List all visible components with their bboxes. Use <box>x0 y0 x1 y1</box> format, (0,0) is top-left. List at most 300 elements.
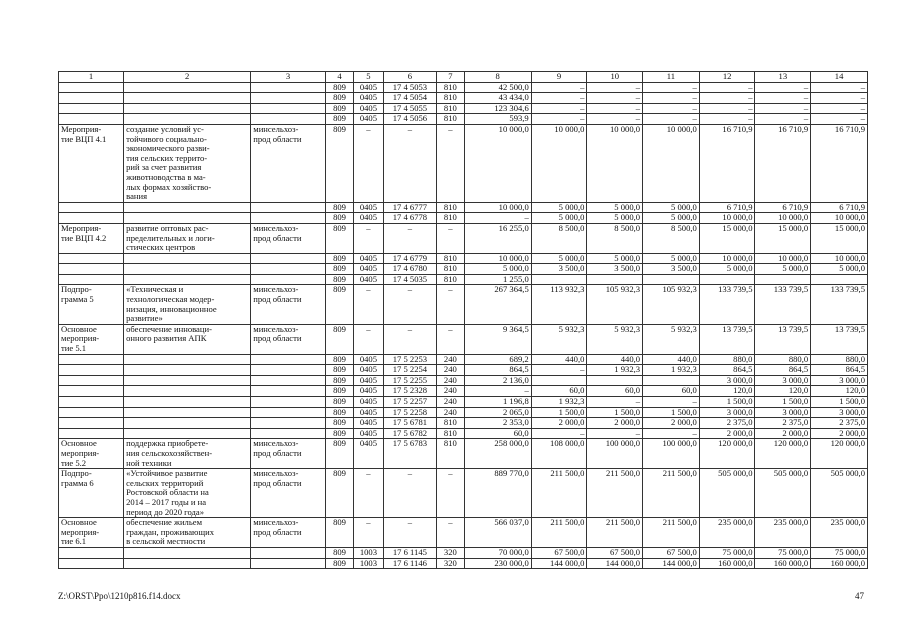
amount-cell <box>643 375 700 386</box>
code-cell: 809 <box>325 264 353 275</box>
header-cell: 12 <box>699 72 755 83</box>
amount-cell: 880,0 <box>755 354 811 365</box>
amount-cell: – <box>699 103 755 114</box>
amount-cell: 10 000,0 <box>811 253 868 264</box>
code-cell: 17 4 5056 <box>383 114 437 125</box>
amount-cell: 10 000,0 <box>755 253 811 264</box>
amount-cell <box>643 274 700 285</box>
executor-cell <box>251 253 326 264</box>
code-cell: 17 6 1146 <box>383 558 437 569</box>
code-cell: 809 <box>325 124 353 202</box>
description-cell <box>124 386 251 397</box>
code-cell: 17 4 5035 <box>383 274 437 285</box>
description-cell <box>124 264 251 275</box>
code-cell: 810 <box>437 439 464 469</box>
description-cell <box>124 213 251 224</box>
code-cell: – <box>354 518 383 548</box>
code-cell: 17 5 6781 <box>383 418 437 429</box>
code-cell: 809 <box>325 223 353 253</box>
code-cell: 0405 <box>354 365 383 376</box>
amount-cell: 2 375,0 <box>699 418 755 429</box>
description-cell <box>124 103 251 114</box>
amount-cell: 3 000,0 <box>755 407 811 418</box>
table-row <box>59 202 868 213</box>
code-cell: 0405 <box>354 253 383 264</box>
amount-cell: 505 000,0 <box>811 469 868 518</box>
code-cell: 809 <box>325 397 353 408</box>
code-cell: – <box>383 285 437 324</box>
amount-cell: 235 000,0 <box>811 518 868 548</box>
amount-cell: – <box>755 93 811 104</box>
amount-cell: 2 000,0 <box>531 418 587 429</box>
executor-cell <box>251 114 326 125</box>
table-row <box>59 365 868 376</box>
amount-cell: 880,0 <box>811 354 868 365</box>
code-cell: 810 <box>437 213 464 224</box>
amount-cell: 10 000,0 <box>755 213 811 224</box>
amount-cell: 60,0 <box>531 386 587 397</box>
code-cell: 0405 <box>354 397 383 408</box>
program-cell <box>59 375 124 386</box>
amount-cell: 2 000,0 <box>811 428 868 439</box>
table-row <box>59 386 868 397</box>
executor-cell <box>251 274 326 285</box>
document-path: Z:\ORST\Ppo\1210p816.f14.docx <box>58 591 181 601</box>
program-cell: Мероприя- тие ВЦП 4.1 <box>59 124 124 202</box>
amount-cell: 889 770,0 <box>464 469 531 518</box>
amount-cell: 60,0 <box>587 386 643 397</box>
amount-cell: 8 500,0 <box>587 223 643 253</box>
amount-cell: 15 000,0 <box>811 223 868 253</box>
amount-cell: 211 500,0 <box>531 518 587 548</box>
amount-cell: 2 375,0 <box>755 418 811 429</box>
amount-cell: 3 500,0 <box>531 264 587 275</box>
code-cell: 0405 <box>354 418 383 429</box>
executor-cell <box>251 202 326 213</box>
amount-cell: 1 196,8 <box>464 397 531 408</box>
header-cell: 13 <box>755 72 811 83</box>
amount-cell: 105 932,3 <box>587 285 643 324</box>
program-cell: Основное мероприя- тие 6.1 <box>59 518 124 548</box>
code-cell: – <box>383 124 437 202</box>
amount-cell: 440,0 <box>587 354 643 365</box>
program-cell <box>59 253 124 264</box>
amount-cell: – <box>587 114 643 125</box>
table-row <box>59 103 868 114</box>
amount-cell: 2 136,0 <box>464 375 531 386</box>
header-cell: 2 <box>124 72 251 83</box>
code-cell: 809 <box>325 375 353 386</box>
code-cell: 240 <box>437 354 464 365</box>
code-cell: 17 6 1145 <box>383 547 437 558</box>
amount-cell: 75 000,0 <box>755 547 811 558</box>
program-cell <box>59 114 124 125</box>
description-cell: создание условий ус- тойчивого социально- экономического разви- тия сельских террито- рий за счет развития животноводства в ма- лых формах хозяйство- вания <box>124 124 251 202</box>
code-cell: 17 5 2253 <box>383 354 437 365</box>
description-cell: «Устойчивое развитие сельских территорий Ростовской области на 2014 – 2017 годы и на период до 2020 года» <box>124 469 251 518</box>
amount-cell: 3 000,0 <box>699 375 755 386</box>
header-row <box>59 72 868 83</box>
code-cell: 810 <box>437 418 464 429</box>
amount-cell: 16 710,9 <box>811 124 868 202</box>
code-cell: 0405 <box>354 386 383 397</box>
table-row <box>59 114 868 125</box>
code-cell: 0405 <box>354 114 383 125</box>
description-cell <box>124 202 251 213</box>
program-cell <box>59 547 124 558</box>
amount-cell: 211 500,0 <box>587 518 643 548</box>
code-cell: 809 <box>325 518 353 548</box>
header-cell: 5 <box>354 72 383 83</box>
amount-cell: – <box>587 428 643 439</box>
code-cell: 809 <box>325 82 353 93</box>
executor-cell: минсельхоз- прод области <box>251 285 326 324</box>
executor-cell: минсельхоз- прод области <box>251 518 326 548</box>
executor-cell <box>251 558 326 569</box>
amount-cell: 864,5 <box>755 365 811 376</box>
code-cell: – <box>437 324 464 354</box>
amount-cell: 5 000,0 <box>643 253 700 264</box>
amount-cell: 10 000,0 <box>699 253 755 264</box>
code-cell: 17 4 6780 <box>383 264 437 275</box>
amount-cell: 133 739,5 <box>699 285 755 324</box>
amount-cell: – <box>811 82 868 93</box>
code-cell: – <box>437 223 464 253</box>
code-cell: – <box>437 518 464 548</box>
amount-cell: 267 364,5 <box>464 285 531 324</box>
amount-cell: 5 000,0 <box>587 202 643 213</box>
amount-cell: 864,5 <box>699 365 755 376</box>
amount-cell: 16 255,0 <box>464 223 531 253</box>
amount-cell: – <box>643 397 700 408</box>
amount-cell: 13 739,5 <box>755 324 811 354</box>
program-cell <box>59 103 124 114</box>
table-row <box>59 285 868 324</box>
amount-cell: 113 932,3 <box>531 285 587 324</box>
table-row <box>59 407 868 418</box>
code-cell: 809 <box>325 114 353 125</box>
amount-cell: 10 000,0 <box>464 124 531 202</box>
amount-cell <box>587 375 643 386</box>
amount-cell: 211 500,0 <box>643 469 700 518</box>
code-cell: – <box>354 124 383 202</box>
amount-cell: – <box>531 103 587 114</box>
amount-cell: 123 304,6 <box>464 103 531 114</box>
code-cell: – <box>383 518 437 548</box>
amount-cell: – <box>755 103 811 114</box>
amount-cell: 211 500,0 <box>587 469 643 518</box>
code-cell: 1003 <box>354 547 383 558</box>
amount-cell: 67 500,0 <box>643 547 700 558</box>
amount-cell: 3 000,0 <box>699 407 755 418</box>
amount-cell: 593,9 <box>464 114 531 125</box>
table-row <box>59 124 868 202</box>
amount-cell: – <box>587 82 643 93</box>
amount-cell: 1 932,3 <box>587 365 643 376</box>
amount-cell: 2 065,0 <box>464 407 531 418</box>
amount-cell: 5 000,0 <box>811 264 868 275</box>
executor-cell <box>251 213 326 224</box>
budget-table <box>58 71 868 569</box>
amount-cell: 880,0 <box>699 354 755 365</box>
code-cell: 17 5 6783 <box>383 439 437 469</box>
amount-cell: 5 000,0 <box>531 253 587 264</box>
amount-cell: 9 364,5 <box>464 324 531 354</box>
amount-cell: – <box>464 213 531 224</box>
amount-cell: 1 255,0 <box>464 274 531 285</box>
code-cell: 0405 <box>354 428 383 439</box>
amount-cell: 15 000,0 <box>755 223 811 253</box>
code-cell: 810 <box>437 264 464 275</box>
code-cell: 809 <box>325 407 353 418</box>
amount-cell: 120 000,0 <box>755 439 811 469</box>
code-cell: 17 4 6779 <box>383 253 437 264</box>
description-cell <box>124 82 251 93</box>
code-cell: – <box>437 285 464 324</box>
amount-cell: – <box>531 365 587 376</box>
program-cell: Основное мероприя- тие 5.1 <box>59 324 124 354</box>
description-cell <box>124 114 251 125</box>
amount-cell: 10 000,0 <box>699 213 755 224</box>
code-cell: 809 <box>325 386 353 397</box>
description-cell: обеспечение инноваци- онного развития АПК <box>124 324 251 354</box>
program-cell: Мероприя- тие ВЦП 4.2 <box>59 223 124 253</box>
code-cell: 240 <box>437 407 464 418</box>
amount-cell: 133 739,5 <box>811 285 868 324</box>
executor-cell <box>251 264 326 275</box>
code-cell: 240 <box>437 397 464 408</box>
table-row <box>59 264 868 275</box>
code-cell: 17 5 2328 <box>383 386 437 397</box>
amount-cell: 211 500,0 <box>531 469 587 518</box>
amount-cell: 144 000,0 <box>587 558 643 569</box>
amount-cell: 2 000,0 <box>699 428 755 439</box>
code-cell: 809 <box>325 365 353 376</box>
program-cell <box>59 354 124 365</box>
amount-cell: 2 375,0 <box>811 418 868 429</box>
amount-cell: – <box>531 93 587 104</box>
table-row <box>59 558 868 569</box>
program-cell: Подпро- грамма 5 <box>59 285 124 324</box>
amount-cell <box>531 274 587 285</box>
description-cell: поддержка приобрете- ния сельскохозяйствен- ной техники <box>124 439 251 469</box>
amount-cell: – <box>755 114 811 125</box>
amount-cell: 1 500,0 <box>587 407 643 418</box>
amount-cell: 5 932,3 <box>531 324 587 354</box>
amount-cell: – <box>699 93 755 104</box>
amount-cell: 100 000,0 <box>643 439 700 469</box>
program-cell <box>59 274 124 285</box>
program-cell <box>59 93 124 104</box>
table-row <box>59 274 868 285</box>
program-cell <box>59 558 124 569</box>
code-cell: 320 <box>437 558 464 569</box>
executor-cell <box>251 547 326 558</box>
code-cell: 17 5 2258 <box>383 407 437 418</box>
table-row <box>59 253 868 264</box>
code-cell: 809 <box>325 213 353 224</box>
executor-cell <box>251 365 326 376</box>
amount-cell: 3 500,0 <box>643 264 700 275</box>
code-cell: 809 <box>325 547 353 558</box>
amount-cell: 1 500,0 <box>811 397 868 408</box>
code-cell: 810 <box>437 103 464 114</box>
code-cell: 809 <box>325 274 353 285</box>
amount-cell: – <box>811 93 868 104</box>
table-row <box>59 223 868 253</box>
amount-cell: 258 000,0 <box>464 439 531 469</box>
amount-cell: 2 000,0 <box>755 428 811 439</box>
description-cell <box>124 354 251 365</box>
amount-cell: 16 710,9 <box>699 124 755 202</box>
amount-cell: 1 500,0 <box>699 397 755 408</box>
description-cell <box>124 418 251 429</box>
code-cell: 809 <box>325 103 353 114</box>
code-cell: – <box>354 223 383 253</box>
description-cell <box>124 558 251 569</box>
description-cell <box>124 375 251 386</box>
code-cell: 240 <box>437 375 464 386</box>
amount-cell: 1 932,3 <box>531 397 587 408</box>
code-cell: 17 4 6778 <box>383 213 437 224</box>
amount-cell: 160 000,0 <box>811 558 868 569</box>
code-cell: 809 <box>325 469 353 518</box>
amount-cell: 5 000,0 <box>755 264 811 275</box>
program-cell <box>59 407 124 418</box>
program-cell <box>59 418 124 429</box>
executor-cell <box>251 407 326 418</box>
amount-cell: 16 710,9 <box>755 124 811 202</box>
description-cell <box>124 397 251 408</box>
header-cell: 4 <box>325 72 353 83</box>
amount-cell: 566 037,0 <box>464 518 531 548</box>
amount-cell: 3 000,0 <box>811 407 868 418</box>
amount-cell: – <box>587 397 643 408</box>
amount-cell: 5 000,0 <box>587 253 643 264</box>
program-cell <box>59 365 124 376</box>
executor-cell <box>251 103 326 114</box>
description-cell: развитие оптовых рас- пределительных и логи- стических центров <box>124 223 251 253</box>
code-cell: 0405 <box>354 202 383 213</box>
amount-cell: 3 500,0 <box>587 264 643 275</box>
amount-cell: 8 500,0 <box>643 223 700 253</box>
executor-cell <box>251 386 326 397</box>
amount-cell: 10 000,0 <box>811 213 868 224</box>
code-cell: 0405 <box>354 274 383 285</box>
amount-cell <box>699 274 755 285</box>
amount-cell: 5 000,0 <box>643 202 700 213</box>
code-cell: 17 4 6777 <box>383 202 437 213</box>
code-cell: 0405 <box>354 264 383 275</box>
code-cell: 810 <box>437 428 464 439</box>
amount-cell <box>587 274 643 285</box>
amount-cell <box>755 274 811 285</box>
code-cell: 17 5 2255 <box>383 375 437 386</box>
code-cell: 810 <box>437 274 464 285</box>
description-cell <box>124 407 251 418</box>
table-row <box>59 428 868 439</box>
code-cell: 0405 <box>354 354 383 365</box>
code-cell: 0405 <box>354 103 383 114</box>
code-cell: 17 4 5053 <box>383 82 437 93</box>
page-number: 47 <box>855 591 864 601</box>
amount-cell: – <box>587 93 643 104</box>
code-cell: 0405 <box>354 213 383 224</box>
code-cell: – <box>354 324 383 354</box>
amount-cell: 440,0 <box>643 354 700 365</box>
executor-cell <box>251 354 326 365</box>
header-cell: 7 <box>437 72 464 83</box>
program-cell: Подпро- грамма 6 <box>59 469 124 518</box>
code-cell: 17 4 5054 <box>383 93 437 104</box>
amount-cell: – <box>464 386 531 397</box>
executor-cell <box>251 375 326 386</box>
program-cell <box>59 386 124 397</box>
executor-cell: минсельхоз- прод области <box>251 124 326 202</box>
code-cell: – <box>383 469 437 518</box>
amount-cell: – <box>643 82 700 93</box>
table-row <box>59 93 868 104</box>
amount-cell: 1 932,3 <box>643 365 700 376</box>
amount-cell: 67 500,0 <box>531 547 587 558</box>
table-row <box>59 324 868 354</box>
amount-cell: 5 000,0 <box>531 213 587 224</box>
code-cell: 809 <box>325 253 353 264</box>
amount-cell: 120 000,0 <box>811 439 868 469</box>
header-cell: 8 <box>464 72 531 83</box>
code-cell: 809 <box>325 354 353 365</box>
program-cell: Основное мероприя- тие 5.2 <box>59 439 124 469</box>
header-cell: 14 <box>811 72 868 83</box>
code-cell: 0405 <box>354 407 383 418</box>
amount-cell: 505 000,0 <box>755 469 811 518</box>
executor-cell: минсельхоз- прод области <box>251 223 326 253</box>
amount-cell: – <box>643 103 700 114</box>
code-cell: 810 <box>437 93 464 104</box>
code-cell: 809 <box>325 428 353 439</box>
executor-cell <box>251 93 326 104</box>
amount-cell: 67 500,0 <box>587 547 643 558</box>
amount-cell: 70 000,0 <box>464 547 531 558</box>
amount-cell: 440,0 <box>531 354 587 365</box>
amount-cell: 120 000,0 <box>699 439 755 469</box>
description-cell <box>124 274 251 285</box>
code-cell: 809 <box>325 558 353 569</box>
amount-cell: 5 000,0 <box>531 202 587 213</box>
amount-cell: 1 500,0 <box>755 397 811 408</box>
table-row <box>59 418 868 429</box>
code-cell: – <box>354 285 383 324</box>
header-cell: 9 <box>531 72 587 83</box>
amount-cell: 75 000,0 <box>699 547 755 558</box>
code-cell: – <box>354 469 383 518</box>
amount-cell: 75 000,0 <box>811 547 868 558</box>
amount-cell: 3 000,0 <box>811 375 868 386</box>
amount-cell: 505 000,0 <box>699 469 755 518</box>
header-cell: 10 <box>587 72 643 83</box>
code-cell: 240 <box>437 365 464 376</box>
amount-cell: 8 500,0 <box>531 223 587 253</box>
code-cell: 17 4 5055 <box>383 103 437 114</box>
code-cell: – <box>437 124 464 202</box>
executor-cell <box>251 82 326 93</box>
amount-cell: 2 000,0 <box>587 418 643 429</box>
amount-cell: 144 000,0 <box>643 558 700 569</box>
amount-cell <box>811 274 868 285</box>
amount-cell: 1 500,0 <box>531 407 587 418</box>
program-cell <box>59 213 124 224</box>
code-cell: 810 <box>437 114 464 125</box>
